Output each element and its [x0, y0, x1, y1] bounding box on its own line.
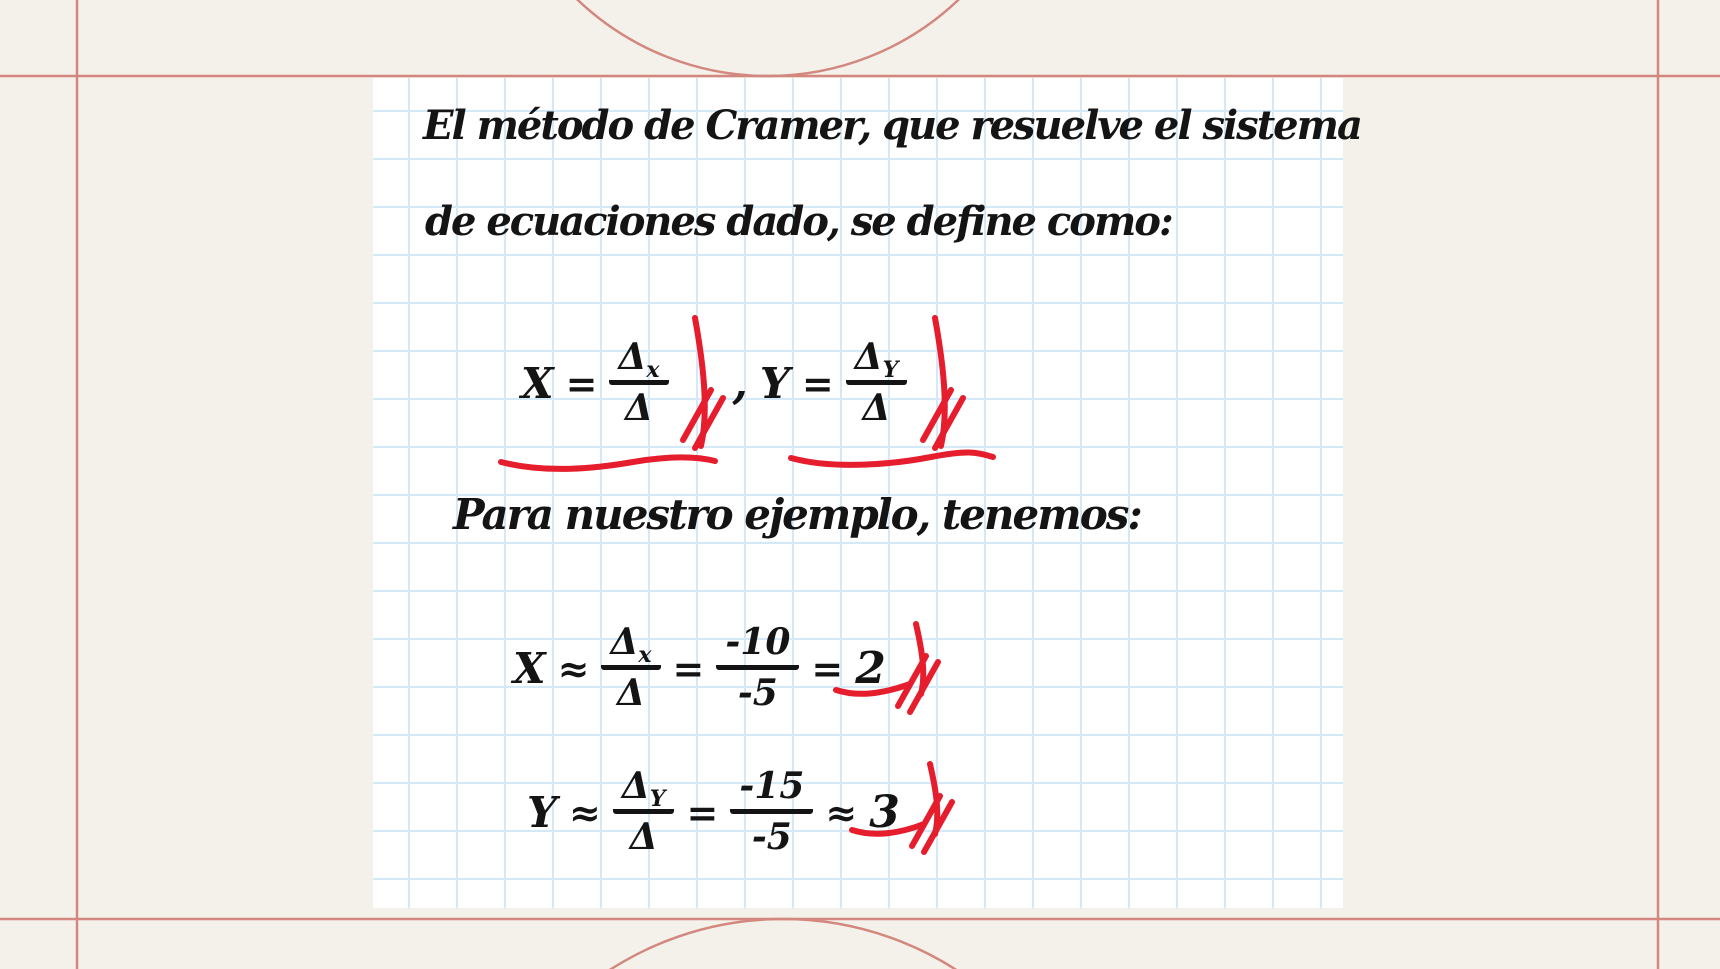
cramer-definition-formulas — [521, 318, 959, 448]
red-check-mark-y-result — [912, 762, 956, 862]
calc-x-approx: ≈ — [557, 645, 590, 691]
calc-x-result: 2 — [855, 642, 886, 694]
calc-x-equals-2: = — [811, 645, 844, 691]
y-calculation — [527, 762, 956, 862]
decorative-circle-bottom — [463, 919, 1103, 969]
calc-x-num-symbolic: $\Delta_x$ — [601, 622, 660, 670]
def-x-lhs: X — [521, 358, 554, 408]
def-x-denominator: Δ — [625, 387, 653, 429]
decorative-circle-top — [492, 0, 1044, 76]
red-check-mark-x-result — [898, 618, 942, 718]
def-y-denominator: Δ — [862, 387, 891, 429]
handwritten-line-1: El método de Cramer, que resuelve el sistema — [423, 102, 1361, 149]
calc-y-num-numeric: -15 — [730, 766, 813, 814]
calc-y-equals-2: ≈ — [825, 789, 858, 835]
calc-y-num-symbolic: $\Delta_Y$ — [613, 766, 675, 814]
calc-y-den-numeric: -5 — [751, 816, 792, 858]
calc-y-approx: ≈ — [568, 789, 601, 835]
calc-x-equals-1: = — [672, 645, 705, 691]
calc-x-fraction-symbolic — [601, 622, 660, 715]
def-y-fraction — [846, 337, 908, 430]
calc-x-num-numeric: -10 — [716, 622, 799, 670]
red-underline-y-definition — [791, 452, 993, 464]
red-check-stroke-y — [919, 318, 959, 448]
def-x-fraction — [609, 337, 668, 430]
calc-y-lhs: Y — [527, 787, 557, 837]
def-y-lhs: Y — [759, 358, 790, 408]
def-x-numerator: $\Delta_x$ — [609, 337, 668, 385]
calc-y-equals-1: = — [686, 789, 719, 835]
calc-x-den-numeric: -5 — [737, 672, 778, 714]
def-x-equals: = — [565, 360, 598, 406]
calc-y-den-symbolic: Δ — [629, 816, 658, 858]
notebook-page[interactable] — [373, 78, 1361, 908]
example-intro-line: Para nuestro ejemplo, tenemos: — [453, 490, 1141, 539]
handwritten-line-2: de ecuaciones dado, se define como: — [425, 198, 1172, 245]
red-check-stroke-x — [681, 318, 721, 448]
def-y-numerator: $\Delta_Y$ — [846, 337, 908, 385]
calc-y-fraction-numeric — [730, 766, 813, 859]
calc-x-den-symbolic: Δ — [617, 672, 645, 714]
x-calculation — [513, 618, 942, 718]
calc-x-fraction-numeric — [716, 622, 799, 715]
red-underline-x-definition — [501, 457, 715, 469]
calc-y-fraction-symbolic — [613, 766, 675, 859]
calc-y-result: 3 — [869, 786, 900, 838]
def-y-equals: = — [801, 360, 834, 406]
calc-x-lhs: X — [513, 643, 546, 693]
formula-separator-comma: , — [732, 357, 748, 409]
